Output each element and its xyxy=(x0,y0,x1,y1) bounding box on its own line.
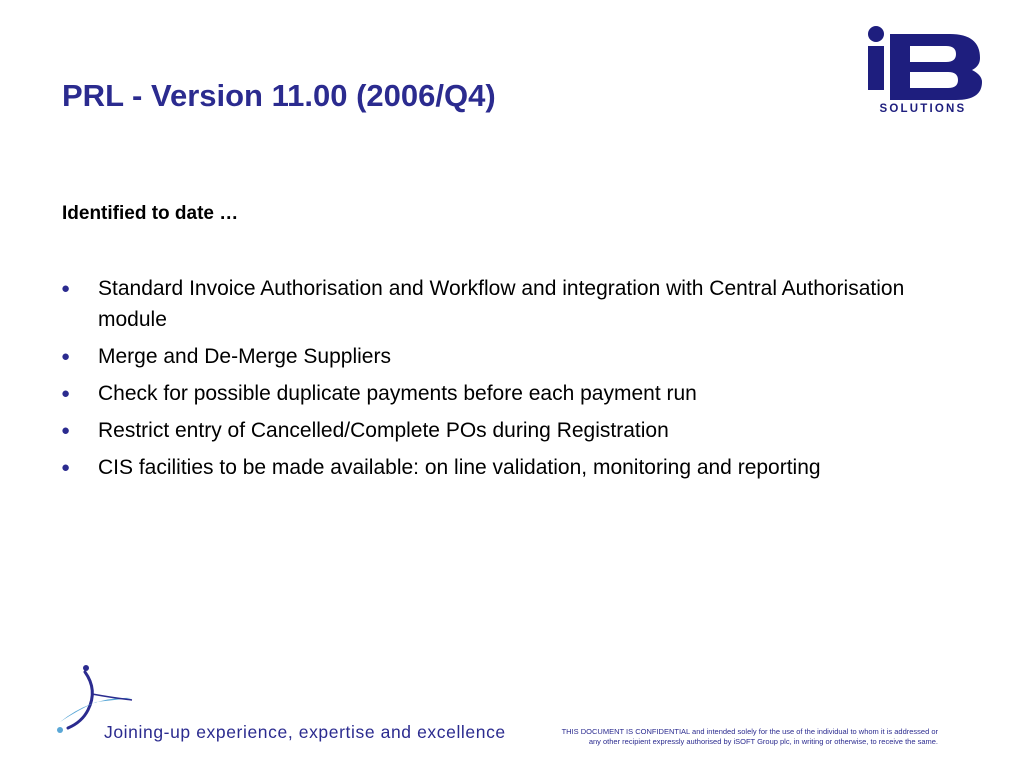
footer-tagline: Joining-up experience, expertise and excellence xyxy=(104,722,506,742)
disclaimer-line-2: any other recipient expressly authorised by iSOFT Group plc, in writing or otherwise, to receive the same. xyxy=(588,737,938,746)
swoosh-sweep-icon xyxy=(60,698,132,722)
swoosh-curve-icon xyxy=(68,672,92,728)
logo-subtext: SOLUTIONS xyxy=(879,103,967,114)
subheading: Identified to date … xyxy=(62,203,239,224)
logo-i-stem xyxy=(868,46,884,90)
bullet-text: Merge and De-Merge Suppliers xyxy=(98,345,391,368)
bullet-item xyxy=(58,341,938,372)
bullet-text: Check for possible duplicate payments before each payment run xyxy=(98,382,697,405)
disclaimer-line-1: THIS DOCUMENT IS CONFIDENTIAL and intended solely for the use of the individual to whom it is addressed or xyxy=(561,727,938,736)
logo-b-letter xyxy=(890,34,982,100)
bullet-item xyxy=(58,452,938,483)
bullet-text: Restrict entry of Cancelled/Complete POs during Registration xyxy=(98,419,669,442)
bullet-text: Standard Invoice Authorisation and Workflow and integration with Central Authorisation module xyxy=(98,277,905,331)
bullet-icon: ● xyxy=(61,459,71,476)
bullet-text: CIS facilities to be made available: on line validation, monitoring and reporting xyxy=(98,456,821,479)
bullet-item xyxy=(58,273,938,335)
slide-title: PRL - Version 11.00 (2006/Q4) xyxy=(62,78,496,113)
bullet-icon: ● xyxy=(61,348,71,365)
bullet-icon: ● xyxy=(61,422,71,439)
bullet-list xyxy=(58,273,938,489)
swoosh-small-dot-icon xyxy=(57,727,63,733)
bullet-item xyxy=(58,378,938,409)
logo-dot xyxy=(868,26,884,42)
confidentiality-disclaimer xyxy=(520,727,938,747)
bullet-item xyxy=(58,415,938,446)
ib-solutions-logo xyxy=(862,24,984,114)
swoosh-dot-icon xyxy=(83,665,89,671)
bullet-icon: ● xyxy=(61,385,71,402)
bullet-icon: ● xyxy=(61,280,71,297)
